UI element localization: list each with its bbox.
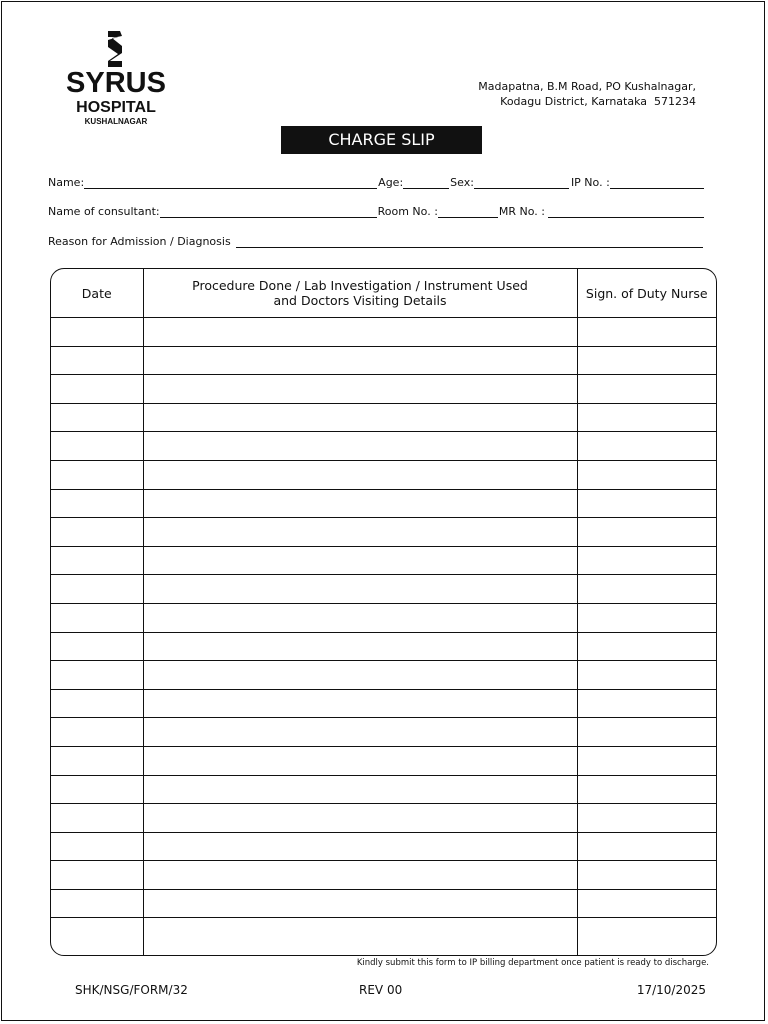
procedure-cell[interactable] (143, 489, 577, 518)
submission-note: Kindly submit this form to IP billing department once patient is ready to discharge. (356, 958, 709, 968)
table-row (51, 432, 716, 461)
table-row (51, 575, 716, 604)
date-cell[interactable] (51, 832, 143, 861)
sign-cell[interactable] (577, 718, 716, 747)
sign-cell[interactable] (577, 575, 716, 604)
sign-cell[interactable] (577, 918, 716, 956)
date-cell[interactable] (51, 546, 143, 575)
sign-cell[interactable] (577, 546, 716, 575)
mr-no-field[interactable] (548, 205, 704, 218)
sign-cell[interactable] (577, 889, 716, 918)
logo-hospital-text: HOSPITAL (76, 99, 156, 116)
sign-cell[interactable] (577, 746, 716, 775)
sign-cell[interactable] (577, 460, 716, 489)
charge-table (50, 268, 717, 956)
procedure-cell[interactable] (143, 460, 577, 489)
table-row (51, 546, 716, 575)
table-row (51, 746, 716, 775)
date-cell[interactable] (51, 689, 143, 718)
room-no-label: Room No. : (377, 205, 438, 218)
procedure-cell[interactable] (143, 603, 577, 632)
procedure-cell[interactable] (143, 346, 577, 375)
date-cell[interactable] (51, 432, 143, 461)
procedure-cell[interactable] (143, 318, 577, 347)
table-row (51, 861, 716, 890)
procedure-cell[interactable] (143, 775, 577, 804)
consultant-label: Name of consultant: (48, 205, 160, 218)
procedure-cell[interactable] (143, 889, 577, 918)
table-row (51, 889, 716, 918)
hospital-address: Madapatna, B.M Road, PO Kushalnagar, Kodagu District, Karnataka 571234 (478, 80, 696, 108)
date-cell[interactable] (51, 403, 143, 432)
name-field[interactable] (84, 176, 377, 189)
consultant-field[interactable] (160, 205, 377, 218)
sign-cell[interactable] (577, 489, 716, 518)
patient-info-row-2 (48, 205, 705, 218)
sign-cell[interactable] (577, 775, 716, 804)
procedure-cell[interactable] (143, 661, 577, 690)
table-row (51, 689, 716, 718)
sign-cell[interactable] (577, 832, 716, 861)
sign-cell[interactable] (577, 318, 716, 347)
date-cell[interactable] (51, 603, 143, 632)
table-row (51, 804, 716, 833)
reason-field[interactable] (236, 235, 703, 248)
sex-label: Sex: (450, 176, 474, 189)
name-label: Name: (48, 176, 85, 189)
table-row (51, 346, 716, 375)
table-row (51, 775, 716, 804)
sign-cell[interactable] (577, 403, 716, 432)
table-row (51, 603, 716, 632)
sign-cell[interactable] (577, 603, 716, 632)
date-cell[interactable] (51, 661, 143, 690)
table-row (51, 489, 716, 518)
date-cell[interactable] (51, 460, 143, 489)
date-cell[interactable] (51, 318, 143, 347)
sign-column-header: Sign. of Duty Nurse (577, 269, 716, 318)
date-cell[interactable] (51, 918, 143, 956)
patient-info-row-1 (48, 176, 705, 189)
patient-info-row-3 (48, 235, 704, 248)
date-cell[interactable] (51, 775, 143, 804)
mr-no-label: MR No. : (498, 205, 546, 218)
table-row (51, 460, 716, 489)
hospital-logo (66, 30, 166, 130)
sign-cell[interactable] (577, 661, 716, 690)
procedure-cell[interactable] (143, 804, 577, 833)
date-cell[interactable] (51, 746, 143, 775)
procedure-cell[interactable] (143, 746, 577, 775)
procedure-cell[interactable] (143, 918, 577, 956)
procedure-column-header (143, 269, 577, 318)
sign-cell[interactable] (577, 632, 716, 661)
procedure-cell[interactable] (143, 403, 577, 432)
sign-cell[interactable] (577, 432, 716, 461)
procedure-cell[interactable] (143, 546, 577, 575)
form-date: 17/10/2025 (636, 983, 706, 997)
form-code: SHK/NSG/FORM/32 (75, 983, 188, 997)
form-title: CHARGE SLIP (281, 126, 482, 154)
table-row (51, 318, 716, 347)
table-row (51, 632, 716, 661)
procedure-cell[interactable] (143, 575, 577, 604)
date-cell[interactable] (51, 804, 143, 833)
procedure-header-line-1: Procedure Done / Lab Investigation / Instrument Used (192, 278, 528, 293)
date-cell[interactable] (51, 861, 143, 890)
procedure-cell[interactable] (143, 432, 577, 461)
sign-cell[interactable] (577, 689, 716, 718)
procedure-header-line-2: and Doctors Visiting Details (273, 293, 447, 308)
revision: REV 00 (359, 983, 403, 997)
procedure-cell[interactable] (143, 632, 577, 661)
date-cell[interactable] (51, 632, 143, 661)
room-no-field[interactable] (438, 205, 498, 218)
procedure-cell[interactable] (143, 832, 577, 861)
syrus-s-mark-icon (105, 30, 125, 68)
table-row (51, 661, 716, 690)
table-row (51, 518, 716, 547)
reason-label: Reason for Admission / Diagnosis (48, 235, 231, 248)
table-row (51, 918, 716, 956)
sign-cell[interactable] (577, 804, 716, 833)
logo-name: SYRUS (66, 67, 166, 99)
procedure-cell[interactable] (143, 861, 577, 890)
table-row (51, 403, 716, 432)
procedure-cell[interactable] (143, 375, 577, 404)
procedure-cell[interactable] (143, 518, 577, 547)
sign-cell[interactable] (577, 375, 716, 404)
table-row (51, 718, 716, 747)
logo-location: KUSHALNAGAR (84, 117, 148, 126)
table-row (51, 375, 716, 404)
date-cell[interactable] (51, 518, 143, 547)
procedure-cell[interactable] (143, 718, 577, 747)
table-row (51, 832, 716, 861)
procedure-cell[interactable] (143, 689, 577, 718)
table-header-row (51, 269, 716, 318)
ip-no-label: IP No. : (570, 176, 610, 189)
sign-cell[interactable] (577, 346, 716, 375)
ip-no-field[interactable] (610, 176, 704, 189)
sign-cell[interactable] (577, 861, 716, 890)
age-field[interactable] (403, 176, 449, 189)
date-cell[interactable] (51, 718, 143, 747)
date-cell[interactable] (51, 489, 143, 518)
date-column-header: Date (51, 269, 143, 318)
date-cell[interactable] (51, 346, 143, 375)
date-cell[interactable] (51, 575, 143, 604)
date-cell[interactable] (51, 889, 143, 918)
sign-cell[interactable] (577, 518, 716, 547)
date-cell[interactable] (51, 375, 143, 404)
age-label: Age: (378, 176, 404, 189)
sex-field[interactable] (474, 176, 569, 189)
